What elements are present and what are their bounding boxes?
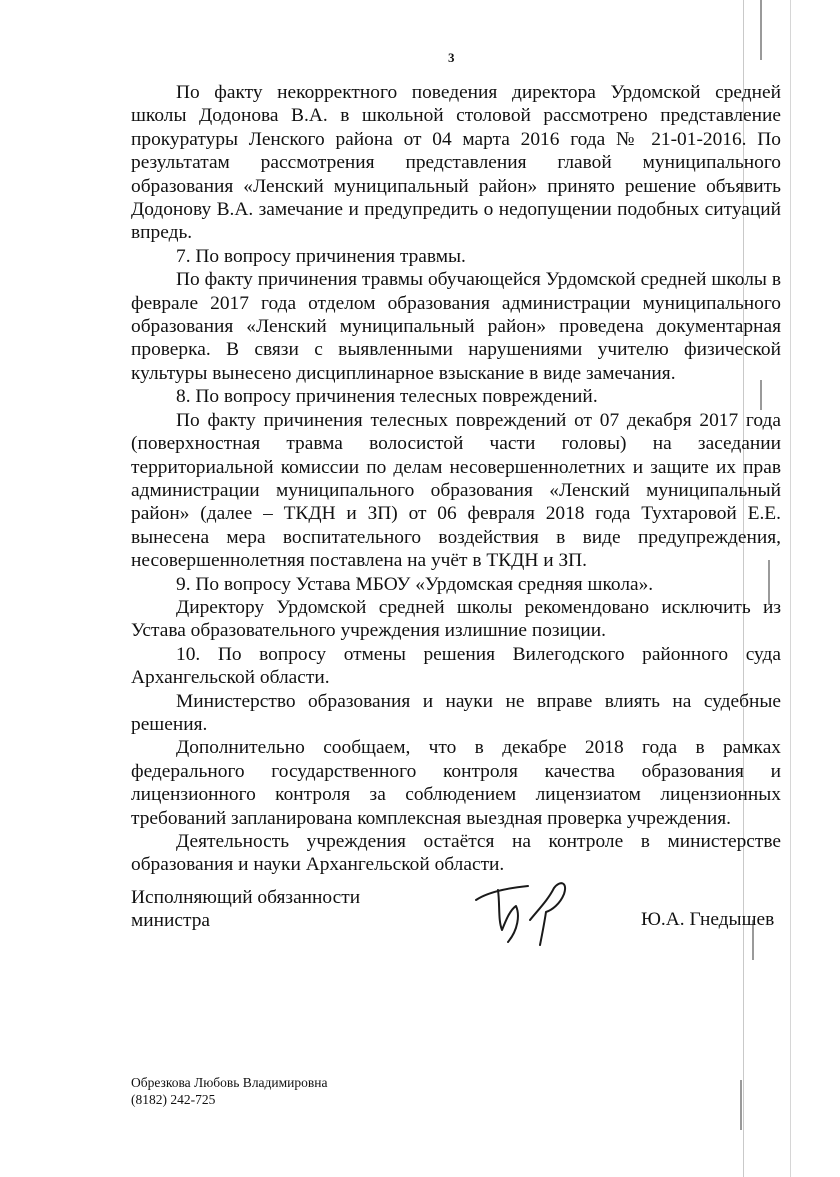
paragraph: Директору Урдомской средней школы рекомендовано исключить из Устава образовательного учреждения излишние позиции. [131,596,781,642]
paragraph: По факту причинения травмы обучающейся Урдомской средней школы в феврале 2017 года отделом образования администрации муниципального образования «Ленский муниципальный район» проведена документарная проверка. В связи с выявленными нарушениями учителю физической культуры вынесено дисциплинарное взыскание в виде замечания. [131,269,781,384]
paragraph: 10. По вопросу отмены решения Вилегодского районного суда Архангельской области. [131,643,781,689]
scan-artifact-dash [760,0,762,60]
paragraph: По факту причинения телесных повреждений от 07 декабря 2017 года (поверхностная травма волосистой части головы) на заседании территориальной комиссии по делам несовершеннолетних и защите их прав администрации муниципального образования «Ленский муниципальный район» (далее – ТКДН и ЗП) от 06 февраля 2018 года Тухтаровой Е.Е. вынесена мера воспитательного воздействия в виде предупреждения, несовершеннолетняя поставлена на учёт в ТКДН и ЗП. [131,409,781,572]
handwritten-signature [468,870,598,950]
position-line: министра [131,910,211,932]
scan-artifact-line [790,0,791,1177]
paragraph: 8. По вопросу причинения телесных повреждений. [176,386,598,408]
executor-name: Обрезкова Любовь Владимировна [131,1075,328,1090]
executor-info [131,1074,328,1108]
paragraph: 9. По вопросу Устава МБОУ «Урдомская средняя школа». [176,573,654,595]
position-line: Исполняющий обязанности [131,887,361,908]
paragraph: Деятельность учреждения остаётся на контроле в министерстве образования и науки Архангельской области. [131,831,781,876]
paragraph: Министерство образования и науки не вправе влиять на судебные решения. [131,690,781,735]
paragraph: 7. По вопросу причинения травмы. [176,245,466,267]
signatory-position [131,886,360,933]
executor-phone: (8182) 242-725 [131,1092,216,1107]
letter-body [131,81,781,877]
paragraph: По факту некорректного поведения директора Урдомской средней школы Додонова В.А. в школьной столовой рассмотрено представление прокуратуры Ленского района от 04 марта 2016 года № 21-01-2016. По результатам рассмотрения представления главой муниципального образования «Ленский муниципальный район» принято решение объявить Додонову В.А. замечание и предупредить о недопущении подобных ситуаций впредь. [131,82,781,244]
signatory-name: Ю.А. Гнедышев [641,909,775,930]
paragraph: Дополнительно сообщаем, что в декабре 2018 года в рамках федерального государственного контроля качества образования и лицензионного контроля за соблюдением лицензиатом лицензионных требований запланирована комплексная выездная проверка учреждения. [131,737,781,829]
scan-artifact-dash [740,1080,742,1130]
page-number: 3 [448,50,455,65]
